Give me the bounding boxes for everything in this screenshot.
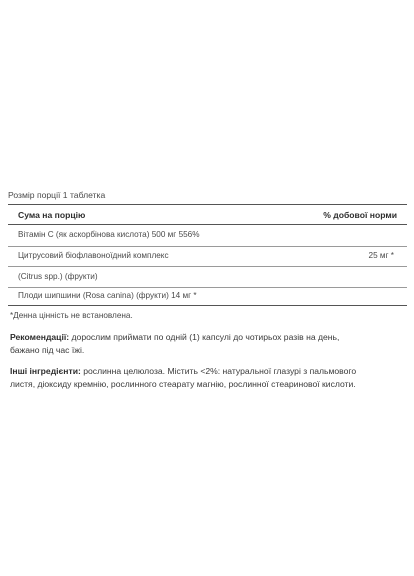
ingredient-row-rose-hips: Плоди шипшини (Rosa canina) (фрукти) 14 мг * xyxy=(18,291,197,300)
recommendations-paragraph xyxy=(10,331,406,357)
ingredient-row-citrus-bioflavonoid: Цитрусовий біофлавоноїдний комплекс xyxy=(18,251,169,260)
serving-size: Розмір порції 1 таблетка xyxy=(8,190,106,200)
divider xyxy=(8,246,407,247)
other-ingredients-label: Інші інгредієнти: xyxy=(10,366,81,376)
ingredient-row-citrus-source: (Citrus spp.) (фрукти) xyxy=(18,272,98,281)
other-ingredients-paragraph xyxy=(10,365,406,391)
divider xyxy=(8,204,407,205)
other-ingredients-text-line1: рослинна целюлоза. Містить <2%: натуральної глазурі з пальмового xyxy=(80,366,357,376)
divider xyxy=(8,266,407,267)
other-ingredients-text-line2: листя, діоксиду кремнію, рослинного стеарату магнію, рослинної стеаринової кислоти. xyxy=(10,379,356,389)
recommendations-text-line2: бажано під час їжі. xyxy=(10,345,85,355)
divider xyxy=(8,305,407,306)
ingredient-row-vitamin-c: Вітамін С (як аскорбінова кислота) 500 мг 556% xyxy=(18,230,200,239)
amount-per-serving-header: Сума на порцію xyxy=(18,210,86,220)
recommendations-text-line1: дорослим приймати по одній (1) капсулі до чотирьох разів на день, xyxy=(69,332,340,342)
ingredient-amount-citrus-bioflavonoid: 25 мг * xyxy=(368,251,394,260)
daily-value-header: % добової норми xyxy=(323,210,397,220)
divider xyxy=(8,224,407,225)
recommendations-label: Рекомендації: xyxy=(10,332,70,342)
daily-value-footnote: *Денна цінність не встановлена. xyxy=(10,311,133,320)
divider xyxy=(8,287,407,288)
